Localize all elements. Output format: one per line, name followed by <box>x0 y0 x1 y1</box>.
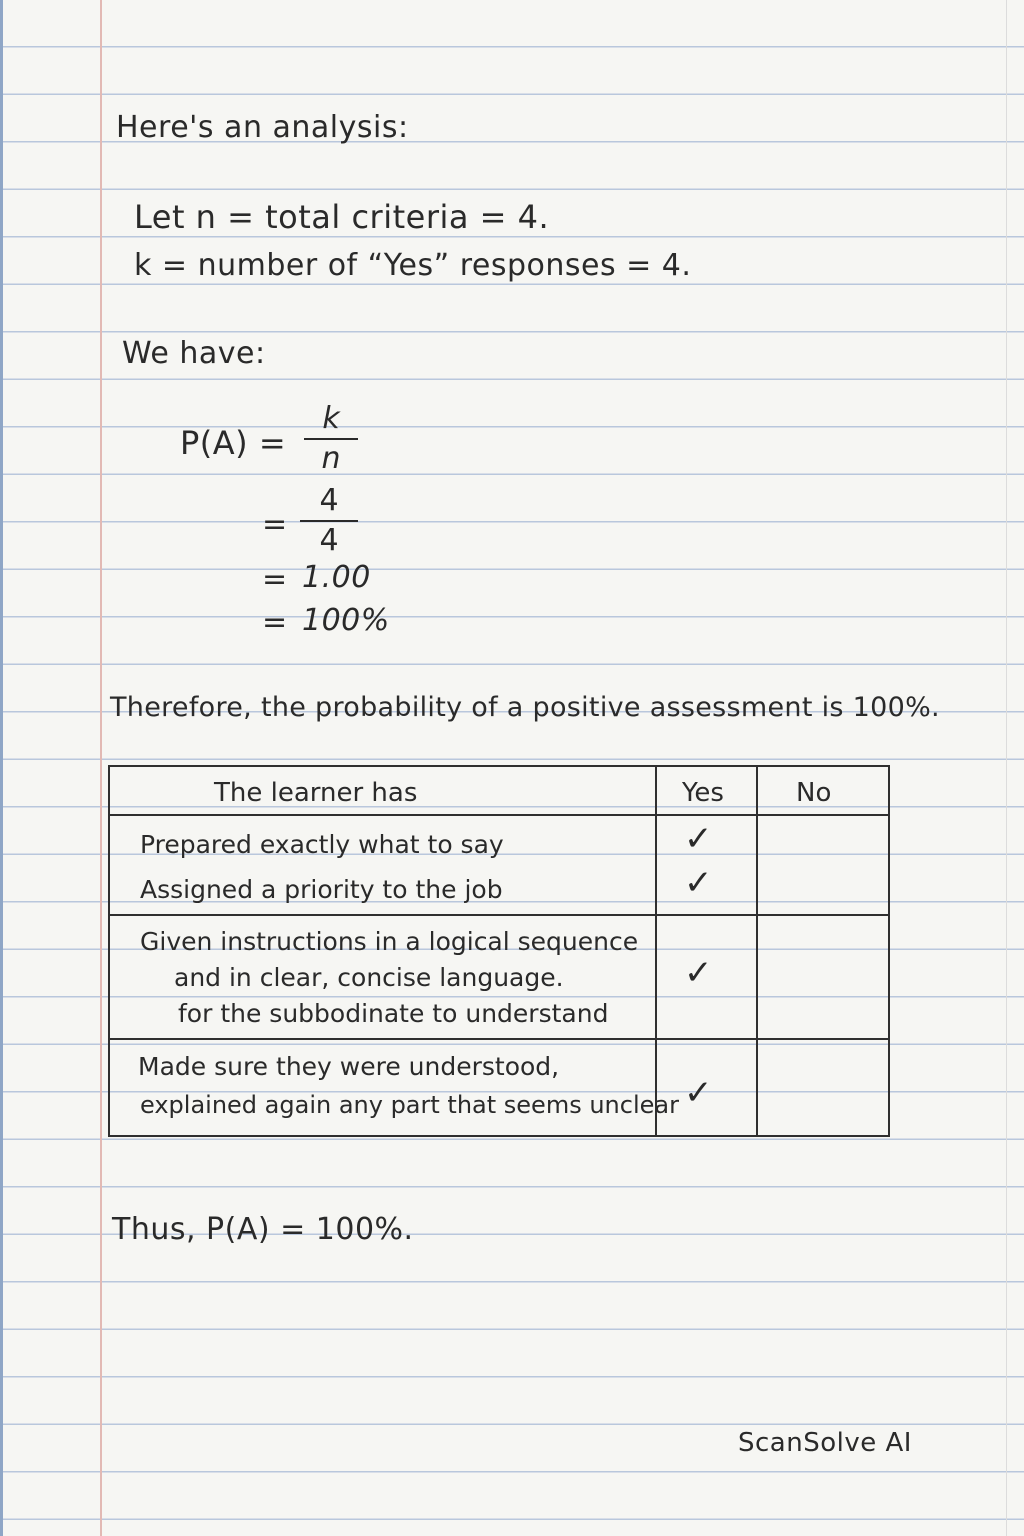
row-divider <box>110 914 888 916</box>
criterion-instructions-line3: for the subbodinate to understand <box>178 999 609 1028</box>
fraction-numerator: k <box>322 401 340 436</box>
column-divider <box>655 767 657 1135</box>
page-edge <box>0 0 3 1536</box>
check-mark-icon: ✓ <box>684 953 713 993</box>
column-divider <box>756 767 758 1135</box>
fraction-k-over-n <box>304 402 358 476</box>
check-mark-icon: ✓ <box>684 863 713 903</box>
final-result: Thus, P(A) = 100%. <box>112 1212 414 1247</box>
criterion-instructions-line2: and in clear, concise language. <box>174 963 564 992</box>
fraction-4-over-4 <box>300 484 358 558</box>
definition-n: Let n = total criteria = 4. <box>134 198 550 236</box>
percent-value: 100% <box>302 603 390 638</box>
equals-sign: = <box>262 562 288 597</box>
check-mark-icon: ✓ <box>684 819 713 859</box>
right-margin-line <box>1006 0 1007 1536</box>
table-header-yes: Yes <box>682 778 724 808</box>
criteria-table <box>108 765 890 1137</box>
fraction-denominator: 4 <box>319 523 339 558</box>
we-have-label: We have: <box>122 336 266 371</box>
equation-lhs: P(A) = <box>180 424 287 462</box>
definition-k: k = number of “Yes” responses = 4. <box>134 248 692 283</box>
header-divider <box>110 814 888 816</box>
table-header-no: No <box>796 778 832 808</box>
check-mark-icon: ✓ <box>684 1073 713 1113</box>
criterion-understood-line2: explained again any part that seems unclear <box>140 1091 679 1119</box>
fraction-numerator: 4 <box>319 483 339 518</box>
fraction-bar <box>300 520 358 522</box>
fraction-bar <box>304 438 358 440</box>
equals-sign: = <box>262 605 288 640</box>
equals-sign: = <box>262 507 288 542</box>
watermark: ScanSolve AI <box>738 1428 912 1458</box>
criterion-understood: Made sure they were understood, <box>138 1052 560 1081</box>
table-header-learner: The learner has <box>214 778 418 808</box>
analysis-heading: Here's an analysis: <box>116 110 409 145</box>
criterion-instructions: Given instructions in a logical sequence <box>140 927 639 956</box>
criterion-priority: Assigned a priority to the job <box>140 875 503 904</box>
fraction-denominator: n <box>321 441 341 476</box>
conclusion-text: Therefore, the probability of a positive assessment is 100%. <box>110 692 940 723</box>
criterion-prepared: Prepared exactly what to say <box>140 830 504 859</box>
margin-line <box>100 0 102 1536</box>
row-divider <box>110 1038 888 1040</box>
decimal-value: 1.00 <box>302 560 371 595</box>
